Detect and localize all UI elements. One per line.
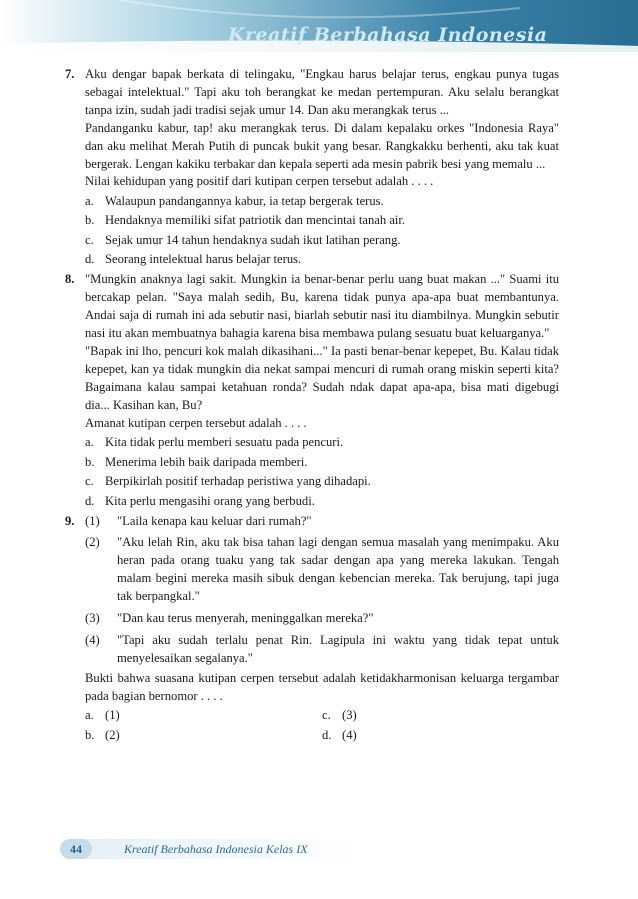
dialogue-item-3 bbox=[85, 610, 559, 628]
option-letter: c. bbox=[85, 474, 94, 489]
option-text: (4) bbox=[342, 727, 357, 742]
question-paragraph: Pandanganku kabur, tap! aku merangkak terus. Di dalam kepalaku orkes "Indonesia Raya" dan aku melihat Merah Putih di puncak bukit yang besar. Rangkakku berhenti, aku tak kuat bergerak. Lengan kakiku terbakar dan kepala seperti ada mesin pabrik besi yang memalu ... bbox=[85, 120, 559, 171]
option-letter: c. bbox=[322, 708, 331, 723]
option-letter: b. bbox=[85, 213, 95, 228]
question-number: 7. bbox=[65, 67, 75, 81]
question-9 bbox=[65, 513, 559, 745]
option-text: Hendaknya memiliki sifat patriotik dan mencintai tanah air. bbox=[105, 213, 406, 228]
option-letter: d. bbox=[322, 727, 332, 742]
answer-option-b[interactable] bbox=[85, 727, 322, 745]
answer-option-c[interactable] bbox=[85, 232, 559, 250]
option-text: (1) bbox=[105, 708, 120, 723]
answer-option-b[interactable] bbox=[85, 454, 559, 472]
question-number: 8. bbox=[65, 272, 75, 287]
option-letter: a. bbox=[85, 193, 94, 208]
option-text: Menerima lebih baik daripada memberi. bbox=[105, 454, 308, 469]
header-title: Kreatif Berbahasa Indonesia bbox=[228, 24, 548, 46]
answer-options-row bbox=[85, 707, 559, 725]
dialogue-label: (2) bbox=[85, 535, 100, 550]
question-paragraph: Aku dengar bapak berkata di telingaku, "Engkau harus belajar terus, engkau punya tugas sebagai intelektual." Tapi aku toh berangkat ke medan pertempuran. Aku selalu berangkat tanpa izin, sudah jadi tradisi sejak umur 14. Dan aku merangkak terus ... bbox=[85, 67, 559, 117]
answer-option-a[interactable] bbox=[85, 434, 559, 452]
question-prompt: Nilai kehidupan yang positif dari kutipan cerpen tersebut adalah . . . . bbox=[85, 174, 434, 189]
answer-option-c[interactable] bbox=[322, 707, 559, 725]
answer-option-d[interactable] bbox=[85, 493, 559, 511]
answer-option-c[interactable] bbox=[85, 473, 559, 491]
option-text: Kita perlu mengasihi orang yang berbudi. bbox=[105, 493, 315, 508]
page-content bbox=[65, 66, 559, 745]
question-8 bbox=[65, 271, 559, 510]
dialogue-label: (3) bbox=[85, 611, 100, 626]
dialogue-item-1 bbox=[85, 513, 559, 531]
question-number: 9. bbox=[65, 513, 75, 528]
option-letter: a. bbox=[85, 708, 94, 723]
option-letter: b. bbox=[85, 454, 95, 469]
dialogue-text: "Tapi aku sudah terlalu penat Rin. Lagipula ini waktu yang tidak tepat untuk menyelesaikan segalanya." bbox=[117, 632, 559, 665]
option-letter: c. bbox=[85, 232, 94, 247]
option-letter: d. bbox=[85, 493, 95, 508]
answer-options-row bbox=[85, 727, 559, 745]
dialogue-item-2 bbox=[85, 534, 559, 606]
answer-option-a[interactable] bbox=[85, 193, 559, 211]
option-text: Sejak umur 14 tahun hendaknya sudah ikut latihan perang. bbox=[105, 232, 401, 247]
option-text: Berpikirlah positif terhadap peristiwa yang dihadapi. bbox=[105, 474, 371, 489]
option-text: (2) bbox=[105, 727, 120, 742]
answer-option-a[interactable] bbox=[85, 707, 322, 725]
option-text: Walaupun pandangannya kabur, ia tetap bergerak terus. bbox=[105, 193, 384, 208]
option-letter: b. bbox=[85, 727, 95, 742]
dialogue-label: (1) bbox=[85, 513, 100, 528]
option-letter: d. bbox=[85, 252, 95, 267]
question-7 bbox=[65, 66, 559, 269]
dialogue-text: "Laila kenapa kau keluar dari rumah?" bbox=[117, 513, 312, 528]
page-number: 44 bbox=[60, 839, 92, 859]
footer-book-title: Kreatif Berbahasa Indonesia Kelas IX bbox=[124, 842, 308, 856]
answer-option-d[interactable] bbox=[322, 727, 559, 745]
option-text: Kita tidak perlu memberi sesuatu pada pencuri. bbox=[105, 435, 344, 450]
dialogue-text: "Aku lelah Rin, aku tak bisa tahan lagi dengan semua masalah yang menimpaku. Aku heran pada orang tuaku yang tak sadar dengan apa yang mereka lakukan. Tengah malam begini mereka masih sibuk dengan kebencian mereka. Tak berujung, tapi juga tak berpangkal." bbox=[117, 535, 559, 604]
answer-option-b[interactable] bbox=[85, 212, 559, 230]
option-text: (3) bbox=[342, 708, 357, 723]
option-letter: a. bbox=[85, 435, 94, 450]
question-prompt: Amanat kutipan cerpen tersebut adalah . . . . bbox=[85, 415, 307, 430]
dialogue-item-4 bbox=[85, 632, 559, 668]
dialogue-text: "Dan kau terus menyerah, meninggalkan mereka?" bbox=[117, 611, 374, 626]
dialogue-label: (4) bbox=[85, 632, 100, 647]
question-paragraph: "Mungkin anaknya lagi sakit. Mungkin ia benar-benar perlu uang buat makan ..." Suami itu bercakap pelan. "Saya malah sedih, Bu, karena tidak punya apa-apa buat membantunya. Andai saja di rumah ini ada sebutir nasi, biarlah sebutir nasi itu diambilnya. Mungkin sebutir nasi itu akan membuatnya bahagia karena bisa membawa pulang sesuatu buat keluarganya." bbox=[85, 272, 559, 341]
question-paragraph: "Bapak ini lho, pencuri kok malah dikasihani..." Ia pasti benar-benar kepepet, Bu. Kalau tidak kepepet, kan ya tidak mungkin dia nekat sampai mencuri di rumah orang miskin seperti kita? Bagaimana kalau sampai ketahuan ronda? Sudah ndak dapat apa-apa, bisa mati digebugi dia... Kasihan kan, Bu? bbox=[85, 343, 559, 412]
option-text: Seorang intelektual harus belajar terus. bbox=[105, 252, 302, 267]
answer-option-d[interactable] bbox=[85, 251, 559, 269]
question-prompt: Bukti bahwa suasana kutipan cerpen tersebut adalah ketidakharmonisan keluarga tergambar pada bagian bernomor . . . . bbox=[85, 670, 559, 703]
